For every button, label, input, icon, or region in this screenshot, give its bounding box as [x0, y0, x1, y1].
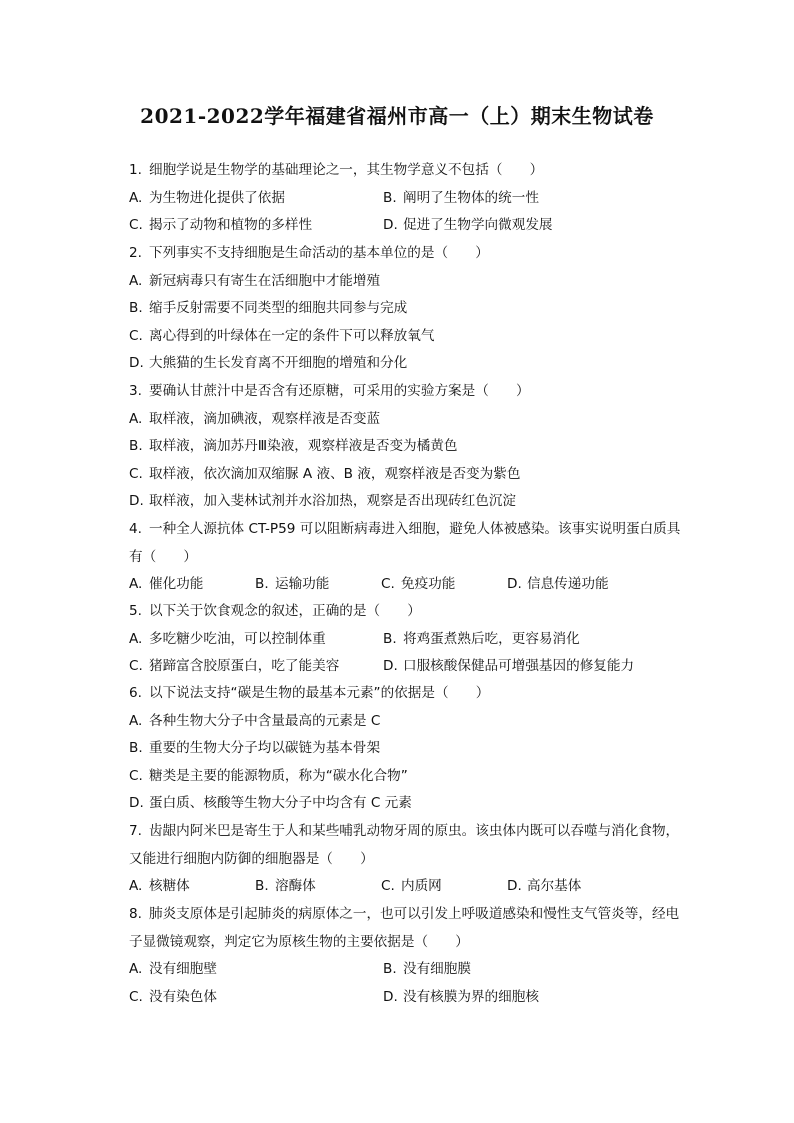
option-d: D. 大熊猫的生长发育离不开细胞的增殖和分化 [129, 355, 408, 372]
option-b: B. 运输功能 [255, 576, 330, 593]
option-b: B. 取样液，滴加苏丹Ⅲ染液，观察样液是否变为橘黄色 [129, 438, 458, 455]
option-row [129, 185, 689, 213]
option-d: D. 蛋白质、核酸等生物大分子中均含有 C 元素 [129, 795, 412, 812]
question-text: 以下关于饮食观念的叙述，正确的是（ ） [149, 603, 421, 619]
option-row [129, 873, 689, 901]
question-6 [129, 680, 689, 818]
question-text: 齿龈内阿米巴是寄生于人和某些哺乳动物牙周的原虫。该虫体内既可以吞噬与消化食物， [149, 823, 680, 839]
option-b: B. 将鸡蛋煮熟后吃，更容易消化 [383, 630, 580, 647]
question-stem [129, 598, 689, 626]
question-stem-continued: 又能进行细胞内防御的细胞器是（ ） [129, 850, 374, 867]
option-b: B. 缩手反射需要不同类型的细胞共同参与完成 [129, 300, 408, 317]
question-stem [129, 680, 689, 708]
option-d: D. 口服核酸保健品可增强基因的修复能力 [383, 658, 635, 675]
option-c: C. 揭示了动物和植物的多样性 [129, 217, 313, 234]
question-text: 以下说法支持“碳是生物的最基本元素”的依据是（ ） [149, 685, 490, 701]
option-b: B. 没有细胞膜 [383, 961, 471, 978]
question-number: 6. [129, 685, 142, 701]
option-c: C. 猪蹄富含胶原蛋白，吃了能美容 [129, 658, 340, 675]
option-b: B. 阐明了生物体的统一性 [383, 189, 539, 206]
question-number: 1. [129, 162, 142, 178]
page-title: 2021-2022学年福建省福州市高一（上）期末生物试卷 [140, 104, 654, 128]
option-c: C. 离心得到的叶绿体在一定的条件下可以释放氧气 [129, 327, 435, 344]
option-row [129, 212, 689, 240]
option-d: D. 高尔基体 [507, 878, 582, 895]
question-2 [129, 240, 689, 378]
question-number: 3. [129, 383, 142, 399]
question-stem [129, 240, 689, 268]
option-c: C. 糖类是主要的能源物质，称为“碳水化合物” [129, 767, 408, 784]
question-text: 下列事实不支持细胞是生命活动的基本单位的是（ ） [149, 245, 489, 261]
question-number: 4. [129, 521, 142, 537]
question-stem-continued: 有（ ） [129, 548, 197, 565]
question-number: 7. [129, 823, 142, 839]
question-number: 5. [129, 603, 142, 619]
question-text: 一种全人源抗体 CT-P59 可以阻断病毒进入细胞，避免人体被感染。该事实说明蛋白质具 [149, 521, 681, 537]
question-stem [129, 901, 689, 929]
option-c: C. 没有染色体 [129, 988, 217, 1005]
option-a: A. 为生物进化提供了依据 [129, 189, 285, 206]
question-stem [129, 157, 689, 185]
question-stem-continued: 子显微镜观察，判定它为原核生物的主要依据是（ ） [129, 933, 469, 950]
option-row [129, 571, 689, 599]
option-b: B. 重要的生物大分子均以碳链为基本骨架 [129, 740, 381, 757]
question-number: 2. [129, 245, 142, 261]
question-3 [129, 378, 689, 516]
question-1 [129, 157, 689, 240]
question-stem [129, 378, 689, 406]
option-c: C. 免疫功能 [381, 576, 456, 593]
question-stem [129, 818, 689, 846]
question-8 [129, 901, 689, 1011]
option-a: A. 核糖体 [129, 878, 190, 895]
option-a: A. 多吃糖少吃油，可以控制体重 [129, 630, 326, 647]
option-b: B. 溶酶体 [255, 878, 316, 895]
question-4 [129, 516, 689, 599]
option-a: A. 没有细胞壁 [129, 961, 217, 978]
option-d: D. 没有核膜为界的细胞核 [383, 988, 539, 1005]
question-text: 要确认甘蔗汁中是否含有还原糖，可采用的实验方案是（ ） [149, 383, 530, 399]
option-a: A. 取样液，滴加碘液，观察样液是否变蓝 [129, 410, 381, 427]
question-stem [129, 516, 689, 544]
option-row [129, 653, 689, 681]
question-7 [129, 818, 689, 901]
question-5 [129, 598, 689, 681]
option-a: A. 催化功能 [129, 576, 204, 593]
option-d: D. 信息传递功能 [507, 576, 609, 593]
option-d: D. 促进了生物学向微观发展 [383, 217, 553, 234]
question-text: 细胞学说是生物学的基础理论之一，其生物学意义不包括（ ） [149, 162, 544, 178]
option-c: C. 取样液，依次滴加双缩脲 A 液、B 液，观察样液是否变为紫色 [129, 465, 521, 482]
option-c: C. 内质网 [381, 878, 442, 895]
option-row [129, 626, 689, 654]
option-row [129, 956, 689, 984]
option-a: A. 新冠病毒只有寄生在活细胞中才能增殖 [129, 272, 381, 289]
option-d: D. 取样液，加入斐林试剂并水浴加热，观察是否出现砖红色沉淀 [129, 493, 517, 510]
question-text: 肺炎支原体是引起肺炎的病原体之一，也可以引发上呼吸道感染和慢性支气管炎等，经电 [149, 906, 680, 922]
option-a: A. 各种生物大分子中含量最高的元素是 C [129, 712, 381, 729]
question-number: 8. [129, 906, 142, 922]
option-row [129, 984, 689, 1012]
